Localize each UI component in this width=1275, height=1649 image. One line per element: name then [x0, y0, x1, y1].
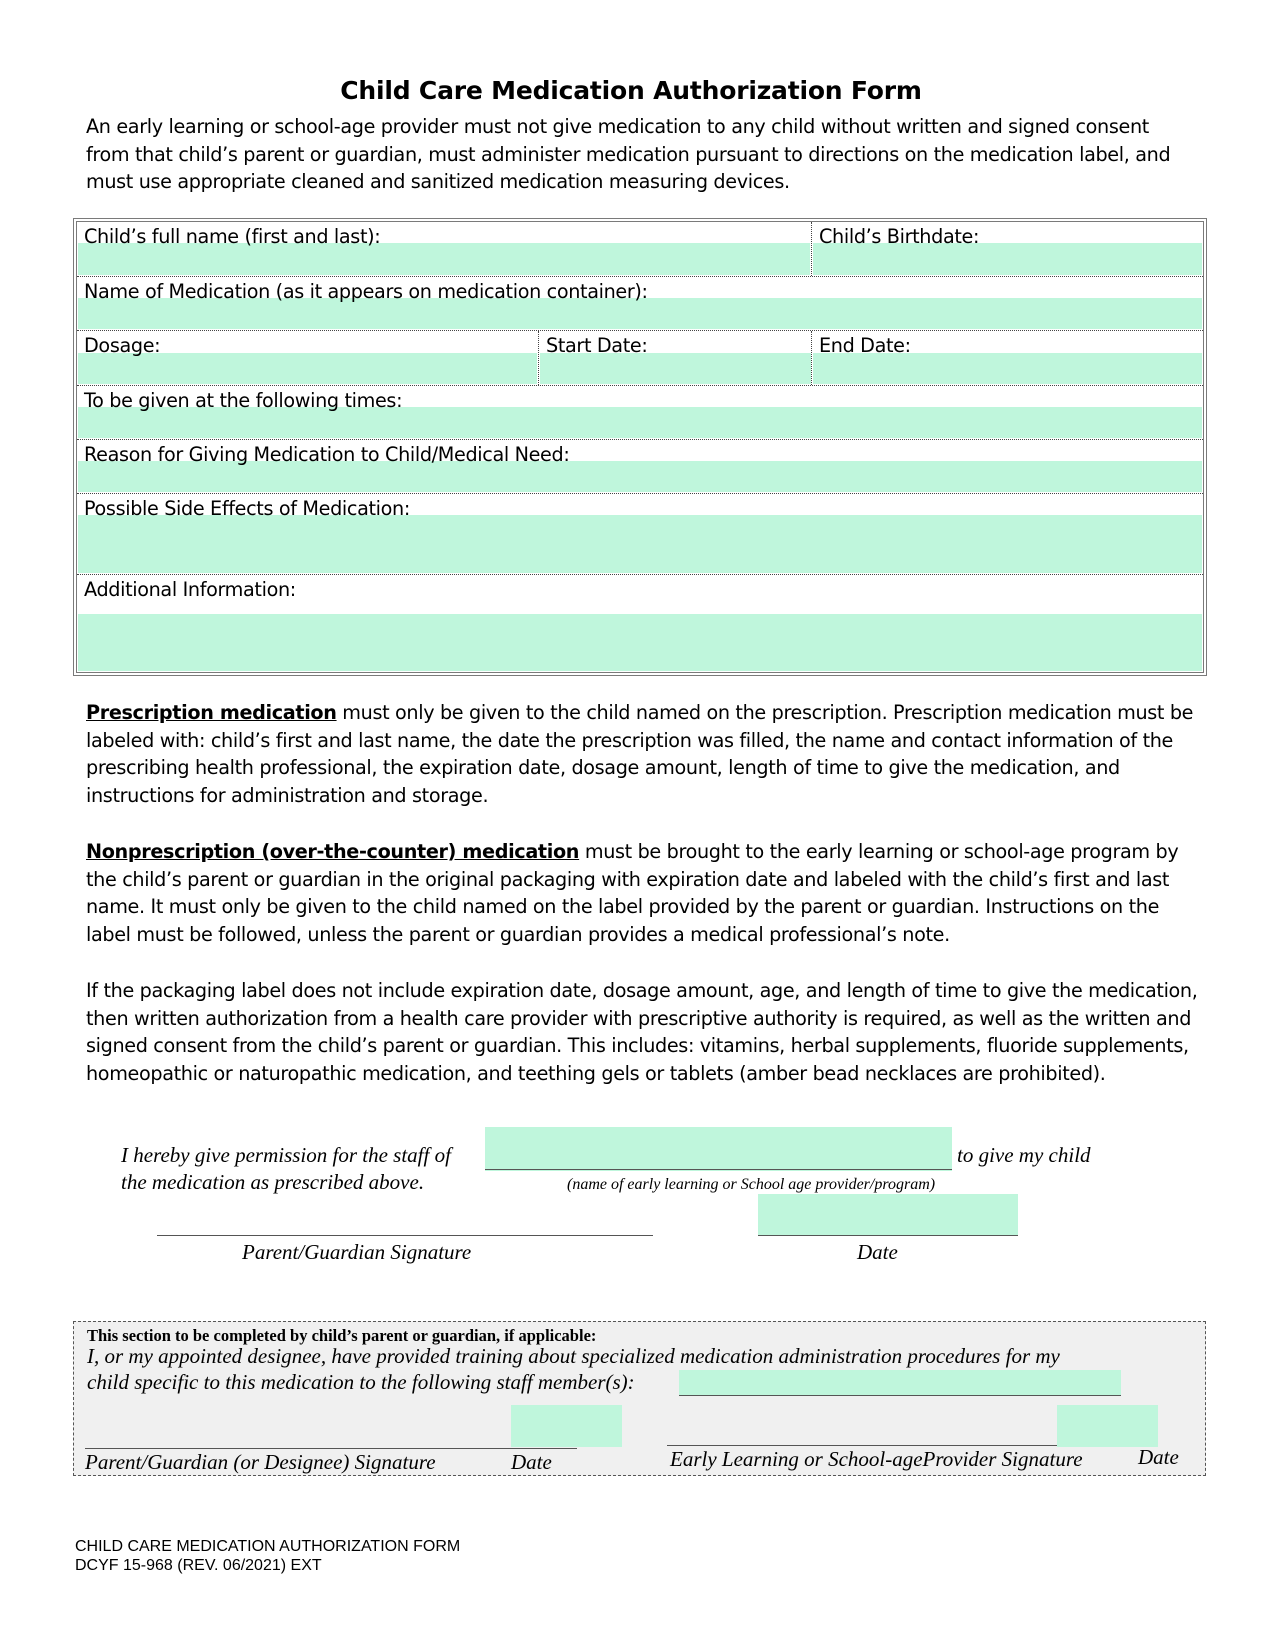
dosage-field[interactable] — [78, 353, 537, 384]
provider-signature-label: Early Learning or School-ageProvider Signature — [670, 1447, 1083, 1471]
row-additional-info — [77, 575, 1203, 672]
row-side-effects — [77, 494, 1203, 575]
footer — [75, 1537, 460, 1575]
times-cell — [77, 386, 1203, 439]
training-heading: This section to be completed by child’s parent or guardian, if applicable: — [87, 1326, 597, 1345]
designee-date-label: Date — [511, 1450, 552, 1474]
prescription-paragraph — [86, 699, 1206, 809]
provider-name-field[interactable] — [485, 1127, 952, 1171]
additional-info-field[interactable] — [78, 614, 1202, 671]
times-label: To be given at the following times: — [84, 389, 403, 412]
training-line2: child specific to this medication to the following staff member(s): — [87, 1370, 635, 1394]
medication-name-label: Name of Medication (as it appears on medication container): — [84, 280, 648, 303]
designee-signature-line[interactable] — [85, 1448, 577, 1449]
provider-date-field[interactable] — [1057, 1405, 1158, 1447]
child-name-cell — [77, 222, 811, 276]
packaging-paragraph: If the packaging label does not include expiration date, dosage amount, age, and length of time to give the medication, then written authorization from a health care provider with prescriptive authority is required, as well as the written and signed consent from the child’s parent or guardian. This includes: vitamins, herbal supplements, fluoride supplements, homeopathic or naturopathic medication, and teething gels or tablets (amber bead necklaces are prohibited). — [86, 979, 1198, 1085]
form-title: Child Care Medication Authorization Form — [340, 76, 922, 105]
provider-name-underline — [485, 1169, 952, 1170]
parent-signature-label: Parent/Guardian Signature — [242, 1240, 472, 1264]
row-medication-name — [77, 277, 1203, 331]
side-effects-label: Possible Side Effects of Medication: — [84, 497, 410, 520]
start-date-label: Start Date: — [546, 334, 648, 357]
nonprescription-heading: Nonprescription (over-the-counter) medication — [86, 840, 580, 863]
child-name-label: Child’s full name (first and last): — [84, 225, 381, 248]
footer-form-name: CHILD CARE MEDICATION AUTHORIZATION FORM — [75, 1538, 461, 1555]
prescription-text: must only be given to the child named on the prescription. Prescription medication must be labeled with: child’s first and last name, the date the prescription was filled, the name and contact information of the prescribing health professional, the expiration date, dosage amount, length of time to give the medication, and instructions for administration and storage. — [86, 701, 1194, 807]
end-date-label: End Date: — [819, 334, 911, 357]
birthdate-label: Child’s Birthdate: — [819, 225, 980, 248]
permission-line1-start: I hereby give permission for the staff of — [121, 1143, 451, 1167]
end-date-cell — [811, 331, 1203, 385]
provider-signature-line[interactable] — [667, 1445, 1109, 1446]
dosage-cell — [77, 331, 538, 385]
row-child-info — [77, 222, 1203, 277]
intro-paragraph: An early learning or school-age provider must not give medication to any child without written and signed consent from that child’s parent or guardian, must administer medication pursuant to directions on the medication label, and must use appropriate cleaned and sanitized medication measuring devices. — [86, 115, 1171, 193]
row-times — [77, 386, 1203, 440]
additional-info-label: Additional Information: — [84, 578, 296, 601]
end-date-field[interactable] — [813, 353, 1202, 384]
permission-date-underline — [758, 1235, 1018, 1236]
parent-signature-line[interactable] — [157, 1235, 653, 1236]
medication-name-cell — [77, 277, 1203, 330]
permission-date-field[interactable] — [758, 1194, 1018, 1236]
footer-form-number: DCYF 15-968 (REV. 06/2021) EXT — [75, 1557, 322, 1574]
designee-date-field[interactable] — [511, 1405, 622, 1447]
permission-date-label: Date — [857, 1240, 898, 1264]
permission-line1-end: to give my child — [957, 1143, 1091, 1167]
side-effects-field[interactable] — [78, 515, 1202, 573]
designee-signature-label: Parent/Guardian (or Designee) Signature — [85, 1450, 436, 1474]
staff-members-field[interactable] — [679, 1370, 1121, 1396]
provider-name-caption: (name of early learning or School age provider/program) — [567, 1176, 936, 1193]
staff-members-underline — [679, 1395, 1121, 1396]
nonprescription-text: must be brought to the early learning or school-age program by the child’s parent or guardian in the original packaging with expiration date and labeled with the child’s first and last name. It must only be given to the child named on the label provided by the parent or guardian. Instructions on the label must be followed, unless the parent or guardian provides a medical professional’s note. — [86, 840, 1179, 946]
additional-info-cell — [77, 575, 1203, 672]
permission-line2: the medication as prescribed above. — [121, 1170, 425, 1194]
training-section — [73, 1321, 1206, 1476]
training-line1: I, or my appointed designee, have provided training about specialized medication administration procedures for my — [87, 1344, 1060, 1368]
reason-label: Reason for Giving Medication to Child/Medical Need: — [84, 443, 570, 466]
medication-info-table — [73, 218, 1207, 676]
side-effects-cell — [77, 494, 1203, 574]
provider-date-label: Date — [1138, 1445, 1179, 1469]
start-date-field[interactable] — [540, 353, 811, 384]
nonprescription-paragraph — [86, 838, 1206, 948]
reason-cell — [77, 440, 1203, 493]
dosage-label: Dosage: — [84, 334, 161, 357]
row-reason — [77, 440, 1203, 494]
row-dosage-dates — [77, 331, 1203, 386]
birthdate-cell — [811, 222, 1203, 276]
start-date-cell — [538, 331, 812, 385]
prescription-heading: Prescription medication — [86, 701, 337, 724]
